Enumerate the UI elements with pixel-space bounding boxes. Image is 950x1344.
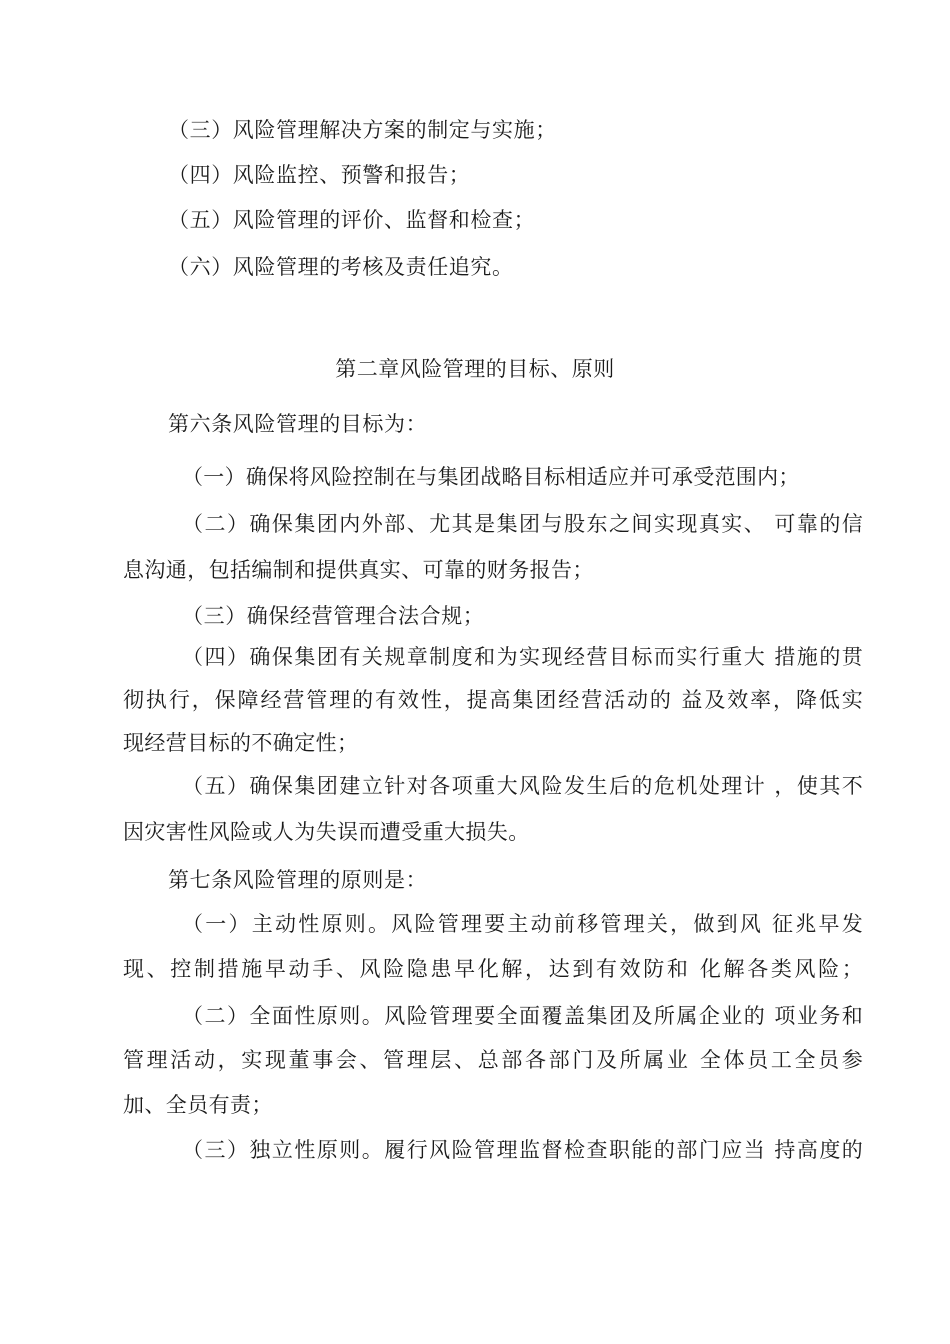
list-item-solution: （三）风险管理解决方案的制定与实施； <box>168 118 557 142</box>
article-six-heading: 第六条风险管理的目标为： <box>168 412 428 436</box>
chapter-heading: 第二章风险管理的目标、原则 <box>335 357 615 381</box>
article-seven-heading: 第七条风险管理的原则是： <box>168 868 428 892</box>
goal-item-3: （三）确保经营管理合法合规； <box>182 604 485 628</box>
principle-item-1-line-1: （一）主动性原则。风险管理要主动前移管理关，做到风 征兆早发 <box>182 912 863 936</box>
principle-item-2-line-1: （二）全面性原则。风险管理要全面覆盖集团及所属企业的 项业务和 <box>182 1004 863 1028</box>
principle-item-1-line-2: 现、控制措施早动手、风险隐患早化解，达到有效防和 化解各类风险； <box>123 957 863 981</box>
principle-item-3-line-1: （三）独立性原则。履行风险管理监督检查职能的部门应当 持高度的 <box>182 1138 863 1162</box>
goal-item-2-line-1: （二）确保集团内外部、尤其是集团与股东之间实现真实、 可靠的信 <box>182 512 863 536</box>
goal-item-5-line-2: 因灾害性风险或人为失误而遭受重大损失。 <box>123 820 530 844</box>
list-item-evaluation: （五）风险管理的评价、监督和检查； <box>168 208 536 232</box>
goal-item-2-line-2: 息沟通，包括编制和提供真实、可靠的财务报告； <box>123 558 594 582</box>
list-item-monitoring: （四）风险监控、预警和报告； <box>168 163 471 187</box>
goal-item-1: （一）确保将风险控制在与集团战略目标相适应并可承受范围内； <box>182 465 800 489</box>
list-item-accountability: （六）风险管理的考核及责任追究。 <box>168 255 514 279</box>
principle-item-2-line-3: 加、全员有责； <box>123 1093 273 1117</box>
goal-item-5-line-1: （五）确保集团建立针对各项重大风险发生后的危机处理计 ，使其不 <box>182 774 863 798</box>
goal-item-4-line-3: 现经营目标的不确定性； <box>123 731 359 755</box>
goal-item-4-line-2: 彻执行，保障经营管理的有效性，提高集团经营活动的 益及效率，降低实 <box>123 688 863 712</box>
goal-item-4-line-1: （四）确保集团有关规章制度和为实现经营目标而实行重大 措施的贯 <box>182 645 863 669</box>
principle-item-2-line-2: 管理活动，实现董事会、管理层、总部各部门及所属业 全体员工全员参 <box>123 1048 863 1072</box>
